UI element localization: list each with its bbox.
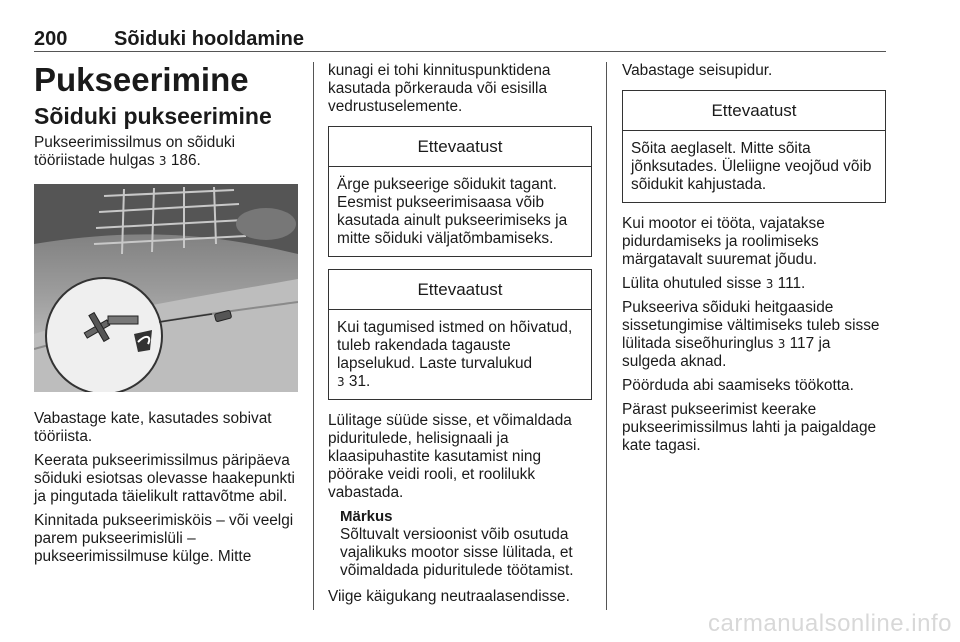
remark-box <box>340 508 592 580</box>
caution-body: Sõita aeglaselt. Mitte sõita jõnksutades. Üleliigne veojõud võib sõidukit kahjustada. <box>631 140 872 193</box>
paragraph: Viige käigukang neutraalasendisse. <box>328 588 570 605</box>
page-ref-icon: 3 <box>765 277 774 291</box>
caution-heading: Ettevaatust <box>623 91 885 131</box>
caution-body: Ärge pukseerige sõidukit tagant. Eesmist pukseerimisaasa võib kasutada ainult pukseerimiseks ja mitte sõiduki väljatõmbamiseks. <box>337 176 568 247</box>
page-header <box>34 28 886 50</box>
paragraph: Pukseerimissilmus on sõiduki tööriistade hulgas 3 186. <box>34 134 236 169</box>
page-ref: 111. <box>773 275 806 292</box>
section-heading: Sõiduki pukseerimine <box>34 103 272 129</box>
paragraph: Pöörduda abi saamiseks töökotta. <box>622 377 854 394</box>
page-number: 200 <box>34 28 68 50</box>
column-2 <box>328 62 592 612</box>
paragraph: Kinnitada pukseerimisköis – või veelgi parem pukseerimislüli – pukseerimissilmuse külge. Mitte <box>34 512 294 565</box>
header-divider <box>34 51 886 52</box>
remark-heading: Märkus <box>340 508 393 525</box>
page-ref-icon: 3 <box>337 375 345 389</box>
paragraph: Vabastage seisupidur. <box>622 62 773 79</box>
page-ref-icon: 3 <box>158 154 167 168</box>
chapter-title: Pukseerimine <box>34 61 249 98</box>
section-title: Sõiduki hooldamine <box>114 28 305 50</box>
column-divider-2 <box>606 62 607 610</box>
caution-box <box>328 126 592 257</box>
paragraph: Pärast pukseerimist keerake pukseerimissilmus lahti ja paigaldage kate tagasi. <box>622 401 877 454</box>
towing-eye-illustration <box>34 184 298 392</box>
watermark: carmanualsonline.info <box>708 610 952 637</box>
paragraph: kunagi ei tohi kinnituspunktidena kasutada põrkerauda või esisilla vedrustuselemente. <box>328 62 551 115</box>
caution-box <box>622 90 886 203</box>
caution-heading: Ettevaatust <box>329 127 591 167</box>
page-ref-icon: 3 <box>777 337 786 351</box>
paragraph: Keerata pukseerimissilmus päripäeva sõiduki esiotsas olevasse haakepunkti ja pingutada täielikult rattavõtme abil. <box>34 452 295 505</box>
page-ref: 186. <box>166 152 201 169</box>
column-3 <box>622 62 886 461</box>
paragraph: Vabastage kate, kasutades sobivat tööriista. <box>34 410 272 445</box>
remark-body: Sõltuvalt versioonist võib osutuda vajalikuks mootor sisse lülitada, et võimaldada piduritulede töötamist. <box>340 526 574 579</box>
caution-box <box>328 269 592 400</box>
column-1 <box>34 62 300 572</box>
page-ref: 31. <box>344 373 371 390</box>
paragraph: Lülitage süüde sisse, et võimaldada piduritulede, helisignaali ja klaasipuhastite kasutamist ning pöörake veidi rooli, et roolilukk vabastada. <box>328 412 572 501</box>
caution-heading: Ettevaatust <box>329 270 591 310</box>
page-ref: 117 ja sulgeda aknad. <box>622 335 831 370</box>
caution-body: Kui tagumised istmed on hõivatud, tuleb rakendada tagauste lapselukud. Laste turvalukud 3 31. <box>337 319 573 390</box>
paragraph: Pukseeriva sõiduki heitgaaside sissetungimise vältimiseks tuleb sisse lülitada siseõhuringlus 3 117 ja sulgeda aknad. <box>622 299 880 370</box>
paragraph: Kui mootor ei tööta, vajatakse pidurdamiseks ja roolimiseks märgatavalt suuremat jõudu. <box>622 215 825 268</box>
column-divider-1 <box>313 62 314 610</box>
paragraph: Lülita ohutuled sisse 3 111. <box>622 275 806 292</box>
